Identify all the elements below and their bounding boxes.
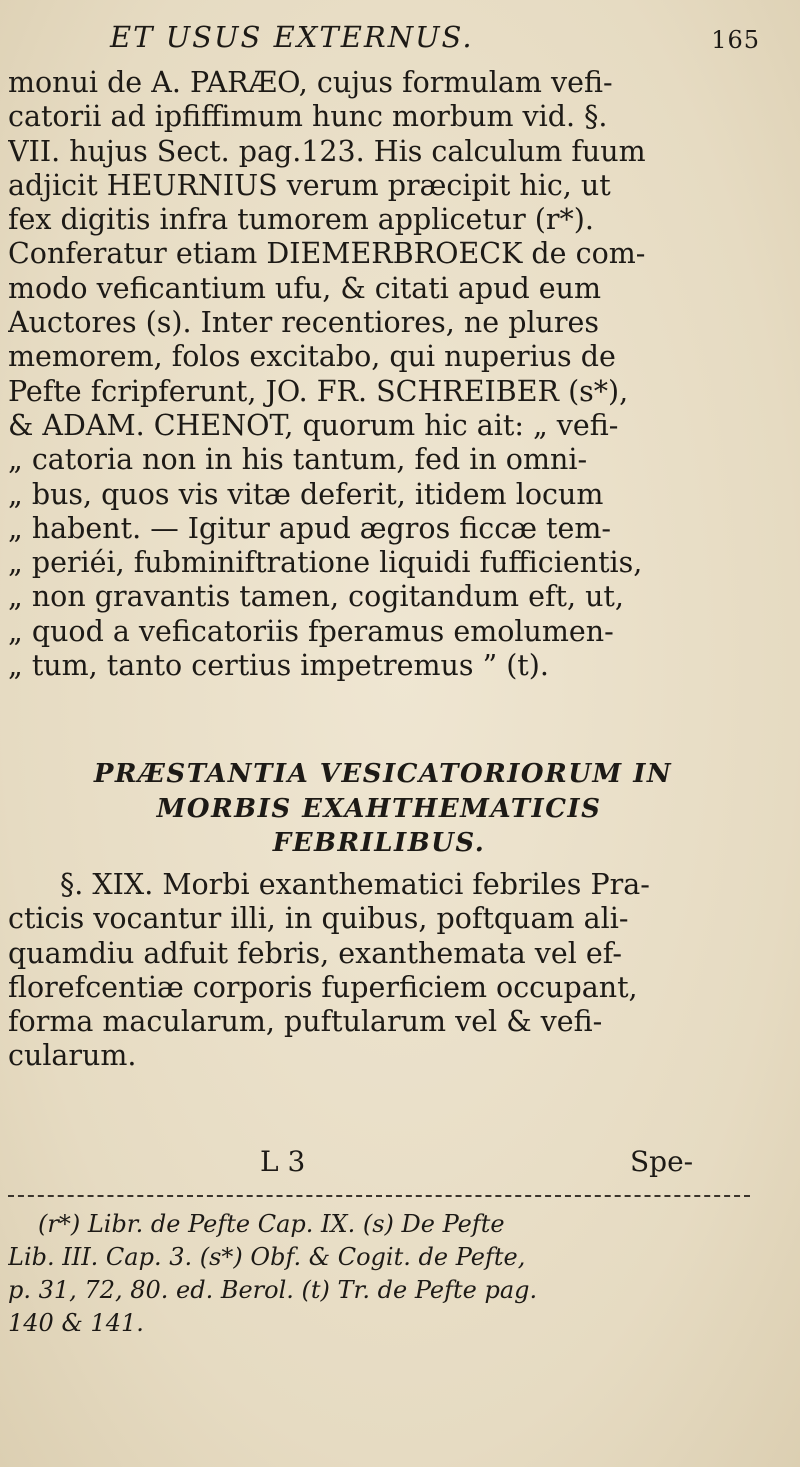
running-header — [80, 20, 760, 54]
footnote-line: p. 31, 72, 80. ed. Berol. (t) Tr. de Pefte pag. — [8, 1276, 538, 1304]
text-line: quamdiu adfuit febris, exanthemata vel ef- — [8, 936, 622, 970]
section-heading-line-2: MORBIS EXAHTHEMATICIS — [156, 794, 602, 824]
running-title: ET USUS EXTERNUS. — [110, 20, 474, 54]
footnote-line: Lib. III. Cap. 3. (s*) Obf. & Cogit. de Pefte, — [8, 1243, 526, 1271]
text-line: „ habent. — Igitur apud ægros ficcæ tem- — [8, 511, 612, 545]
footnote-divider — [8, 1195, 750, 1197]
text-line: adjicit HEURNIUS verum præcipit hic, ut — [8, 168, 611, 202]
text-line: „ tum, tanto certius impetremus ” (t). — [8, 649, 549, 683]
body-text — [8, 66, 750, 683]
footnote-line: (r*) Libr. de Pefte Cap. IX. (s) De Pefte — [38, 1210, 505, 1238]
text-line: „ catoria non in his tantum, fed in omni- — [8, 443, 588, 477]
text-line: forma macularum, puftularum vel & vefi- — [8, 1005, 603, 1039]
text-line: memorem, folos excitabo, qui nuperius de — [8, 340, 616, 374]
text-line: monui de A. PARÆO, cujus formulam vefi- — [8, 66, 613, 99]
footnotes — [8, 1208, 750, 1340]
catchword: Spe- — [630, 1145, 694, 1178]
text-line: „ quod a veficatoriis fperamus emolumen- — [8, 614, 614, 648]
text-line: §. XIX. Morbi exanthematici febriles Pra- — [60, 868, 650, 901]
section-heading-line-3: FEBRILIBUS. — [272, 828, 486, 858]
footnote-line: 140 & 141. — [8, 1309, 144, 1337]
text-line: florefcentiæ corporis fuperficiem occupant, — [8, 970, 638, 1004]
text-line: „ non gravantis tamen, cogitandum eft, ut, — [8, 580, 624, 614]
text-line: Conferatur etiam DIEMERBROECK de com- — [8, 237, 646, 271]
text-line: catorii ad ipfiffimum hunc morbum vid. §. — [8, 100, 608, 134]
text-line: Auctores (s). Inter recentiores, ne plures — [8, 306, 600, 340]
text-line: cularum. — [8, 1039, 137, 1073]
section-text — [8, 868, 750, 1074]
text-line: fex digitis infra tumorem applicetur (r*). — [8, 203, 594, 237]
text-line: modo veficantium ufu, & citati apud eum — [8, 271, 602, 305]
text-line: & ADAM. CHENOT, quorum hic ait: „ vefi- — [8, 408, 619, 442]
text-line: Pefte fcripferunt, JO. FR. SCHREIBER (s*), — [8, 374, 629, 408]
section-heading-line-1: PRÆSTANTIA VESICATORIORUM IN — [93, 759, 673, 789]
text-line: „ bus, quos vis vitæ deferit, itidem locum — [8, 477, 604, 511]
text-line: cticis vocantur illi, in quibus, poftquam ali- — [8, 902, 629, 936]
signature-mark: L 3 — [260, 1145, 306, 1178]
page-number: 165 — [711, 26, 760, 54]
text-line: „ periéi, fubminiftratione liquidi fufficientis, — [8, 546, 643, 580]
text-line: VII. hujus Sect. pag.123. His calculum fuum — [8, 134, 646, 168]
